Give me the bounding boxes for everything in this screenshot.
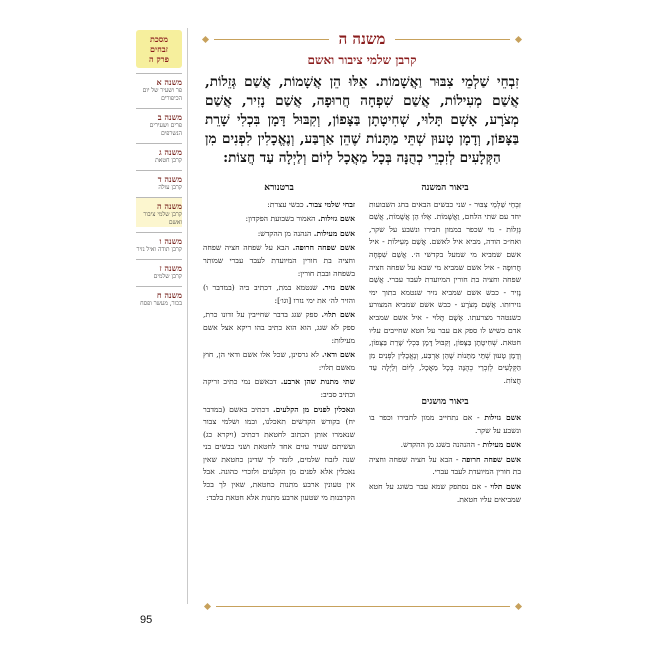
- tractate-label-line: מסכת: [149, 34, 169, 44]
- nav-item-title: משנה ה: [157, 201, 182, 211]
- nav-item-mishnah-5[interactable]: [136, 197, 182, 227]
- ornament-icon: [202, 36, 209, 43]
- footer-rule-line: [216, 606, 510, 607]
- commentary-body: שנטמא במת, דכתיב ביה (במדבר ו) והזיר לה׳ את ימי נזרו [וגו׳]:: [203, 283, 355, 305]
- nav-item-mishnah-3[interactable]: [136, 143, 182, 165]
- term-label: אשם תלוי: [490, 482, 521, 492]
- nav-item-mishnah-2[interactable]: [136, 108, 182, 138]
- mishnah-header: [203, 30, 521, 49]
- nav-item-mishnah-4[interactable]: [136, 170, 182, 192]
- page-title: משנה ה: [338, 30, 386, 48]
- commentary-paragraph: [203, 199, 355, 212]
- commentary-paragraph: [203, 242, 355, 280]
- nav-item-title: משנה ג: [158, 147, 182, 157]
- commentary-body: דבאשם נמי כתיב זריקה וכתיב סביב:: [203, 377, 355, 399]
- commentary-paragraph: [203, 404, 355, 505]
- nav-item-title: משנה ז: [159, 263, 182, 273]
- commentary-body: כבשי עצרת:: [267, 199, 307, 209]
- commentary-paragraph: [203, 282, 355, 307]
- nav-item-mishnah-8[interactable]: [136, 286, 182, 308]
- nav-item-title: משנה ב: [157, 112, 182, 122]
- bartenura-column: [203, 182, 355, 508]
- commentary-lead: אשם מעילות.: [313, 228, 355, 238]
- commentary-lead: אשם שפחה חרופה.: [292, 243, 355, 253]
- commentary-body: ספק שגג בדבר שחייבין על זדונו כרת, ספק לא שגג, הוא הוא כתיב בהו ריקא אצל אשם מעילות:: [203, 310, 355, 345]
- ornament-icon: [515, 36, 522, 43]
- bartenura-heading: ברטנורא: [264, 183, 294, 193]
- ornament-icon: [204, 603, 211, 610]
- commentary-columns: [203, 182, 521, 508]
- nav-item-mishnah-6[interactable]: [136, 232, 182, 254]
- nav-item-subtitle: פרים ושעירים הנשרפים: [149, 122, 182, 137]
- nav-item-subtitle: קרבן שלמים: [153, 273, 182, 280]
- tractate-label-line: זבחים: [150, 44, 168, 54]
- commentary-lead: אשם גזילות.: [317, 214, 355, 224]
- term-entry: [369, 454, 521, 479]
- term-definition: - אם נתחייב ממון לחבירו וכפר בו ונשבע על שקר.: [369, 413, 521, 435]
- mishnah-text: זִבְחֵי שַׁלְמֵי צִבּוּר וַאֲשָׁמוֹת. אֵלּוּ הֵן אֲשָׁמוֹת, אֲשַׁם גְּזֵלוֹת, אֲשַׁם מְעִילוֹת, אֲשַׁם שִׁפְחָה חֲרוּפָה, אֲשַׁם נָזִיר, אֲשַׁם מְצֹרָע, אָשָׁם תָּלוּי, שְׁחִיטָתָן בַּצָּפוֹן, וְקִבּוּל דָּמָן בִּכְלִי שָׁרֵת בַּצָּפוֹן, וְדָמָן טָעוּן שְׁתֵּי מַתָּנוֹת שֶׁהֵן אַרְבַּע, וְנֶאֱכָלִין לִפְנִים מִן הַקְּלָעִים לְזִכְרֵי כְהֻנָּה בְּכָל מַאֲכָל לְיוֹם וְלַיְלָה עַד חֲצוֹת:: [205, 74, 519, 166]
- tractate-label[interactable]: [136, 30, 182, 68]
- nav-item-subtitle: קרבן עולה: [158, 184, 182, 191]
- commentary-body: הנהנה מן ההקדש:: [257, 228, 314, 238]
- commentary-paragraph: [203, 228, 355, 241]
- explanation-heading: ביאור המשנה: [421, 183, 469, 193]
- tractate-label-line: פרק ה: [149, 54, 169, 64]
- commentary-body: לא גרסינן, שכל אלו אשם ודאי הן, חוץ מאשם תלוי:: [203, 350, 355, 372]
- page-subtitle: קרבן שלמי ציבור ואשם: [307, 53, 417, 67]
- nav-item-subtitle: קרבן תודה ואיל נזיר: [136, 246, 182, 253]
- commentary-body: דכתיב באשם (במדבר יח) בקודש הקדשים תאכלנו, ובמו ושלמי צבור שנאמרו אותן הכתוב לחטאת דכתיב (ויקרא כג) ועשיתם שעיר עזים אחד לחטאת ושני כבשים בני שנה לזבח שלמים, לומר לך שדינן כחטאת שאין נאכלין אלא לפנים מן הקלעים ולזכרי כהונה. אבל אין טעונין ארבע מתנות כחטאת, שאין לך בכל הקרבנות מי שטעון ארבע מתנות אלא חטאת בלבד:: [203, 404, 355, 502]
- commentary-paragraph: [203, 309, 355, 347]
- explanation-column: [369, 182, 521, 508]
- term-entry: [369, 412, 521, 437]
- term-entry: [369, 481, 521, 506]
- commentary-paragraph: [203, 376, 355, 401]
- commentary-paragraph: [203, 213, 355, 226]
- term-definition: - הבא על חציה שפחה וחציה בת חורין המיועדת לעבד עברי.: [369, 454, 521, 477]
- term-entry: [369, 439, 521, 452]
- term-label: אשם מעילות: [482, 440, 521, 450]
- term-label: אשם שפחה חרופה: [461, 454, 521, 464]
- commentary-lead: זבחי שלמי צבור.: [306, 199, 355, 209]
- nav-item-subtitle: בכור, מעשר ופסח: [140, 300, 182, 307]
- footer-rule: [205, 604, 521, 609]
- commentary-body: הבא על שפחה חציה שפחה וחציה בת חורין המיועדת לעבד עברי שמותר בשפחה ובבת חורין:: [203, 243, 355, 278]
- sidebar-divider: [187, 28, 188, 604]
- tractate-navigation: [136, 30, 182, 308]
- nav-item-title: משנה ח: [156, 290, 182, 300]
- commentary-lead: אשם נזיר.: [322, 283, 356, 293]
- commentary-lead: אשם תלוי.: [321, 310, 355, 320]
- commentary-lead: אשם ודאי.: [321, 350, 355, 360]
- term-definition: - ההנהנה בשגג מן ההקדש.: [400, 440, 483, 450]
- commentary-lead: ונאכלין לפנים מן הקלעים.: [273, 404, 355, 414]
- explanation-text: זִבְחֵי שַׁלְמֵי צִבּוּר - שני כבשים הבאים בחג השבועות יחד עם שתי הלחם, וַאֲשָׁמוֹת. אֵלּוּ הֵן אֲשָׁמוֹת, אֲשַׁם גְּזֵלוֹת - מי שכפר בממון חבירו ונשבע על שקר, ואח״כ הודה, מביא איל לאשם. אֲשַׁם מְעִילוֹת - איל אשם שמביא מי שמעל בקדשי ה׳. אֲשַׁם שִׁפְחָה חֲרוּפָה - איל אשם שמביא מי שבא על שפחה חציה שפחה וחציה בת חורין המיועדת לעבד עברי. אֲשַׁם נָזִיר - כבש אשם שמביא נזיר שנטמא בתוך ימי נזירותו. אֲשַׁם מְצֹרָע - כבש אשם שמביא המצורע כשנטהר מצרעתו. אָשָׁם תָּלוּי - איל אשם שמביא אדם כשיש לו ספק אם עבר על חטא שחייבים עליו חטאת. שְׁחִיטָתָן בַּצָּפוֹן, וְקִבּוּל דָּמָן בִּכְלִי שָׁרֵת בַּצָּפוֹן, וְדָמָן טָעוּן שְׁתֵּי מַתָּנוֹת שֶׁהֵן אַרְבַּע, וְנֶאֱכָלִין לִפְנִים מִן הַקְּלָעִים לְזִכְרֵי כְהֻנָּה בְּכָל מַאֲכָל, לְיוֹם וְלַיְלָה עַד חֲצוֹת.: [369, 199, 521, 385]
- nav-item-title: משנה ד: [157, 174, 182, 184]
- term-label: אשם גזילות: [484, 413, 521, 423]
- commentary-paragraph: [203, 349, 355, 374]
- commentary-lead: שתי מתנות שהן ארבע.: [280, 377, 355, 387]
- term-definition: - אם נסתפק שמא עבר בשוגג על חטא שמביאים עליו חטאת.: [369, 482, 521, 504]
- header-rule: [214, 39, 329, 40]
- ornament-icon: [515, 603, 522, 610]
- nav-item-title: משנה א: [156, 77, 182, 87]
- nav-item-subtitle: פר ושעיר של יום הכיפורים: [142, 87, 182, 102]
- terms-heading: ביאור מושגים: [421, 396, 469, 407]
- page-content: [203, 30, 521, 508]
- header-rule: [395, 39, 510, 40]
- commentary-body: האמור בשבועת הפקדון:: [245, 214, 318, 224]
- nav-item-mishnah-1[interactable]: [136, 73, 182, 103]
- nav-item-subtitle: קרבן חטאת: [155, 157, 182, 164]
- nav-item-title: משנה ו: [159, 236, 182, 246]
- nav-item-subtitle: קרבן שלמי ציבור ואשם: [143, 211, 182, 226]
- nav-item-mishnah-7[interactable]: [136, 259, 182, 281]
- page-number: 95: [140, 614, 153, 626]
